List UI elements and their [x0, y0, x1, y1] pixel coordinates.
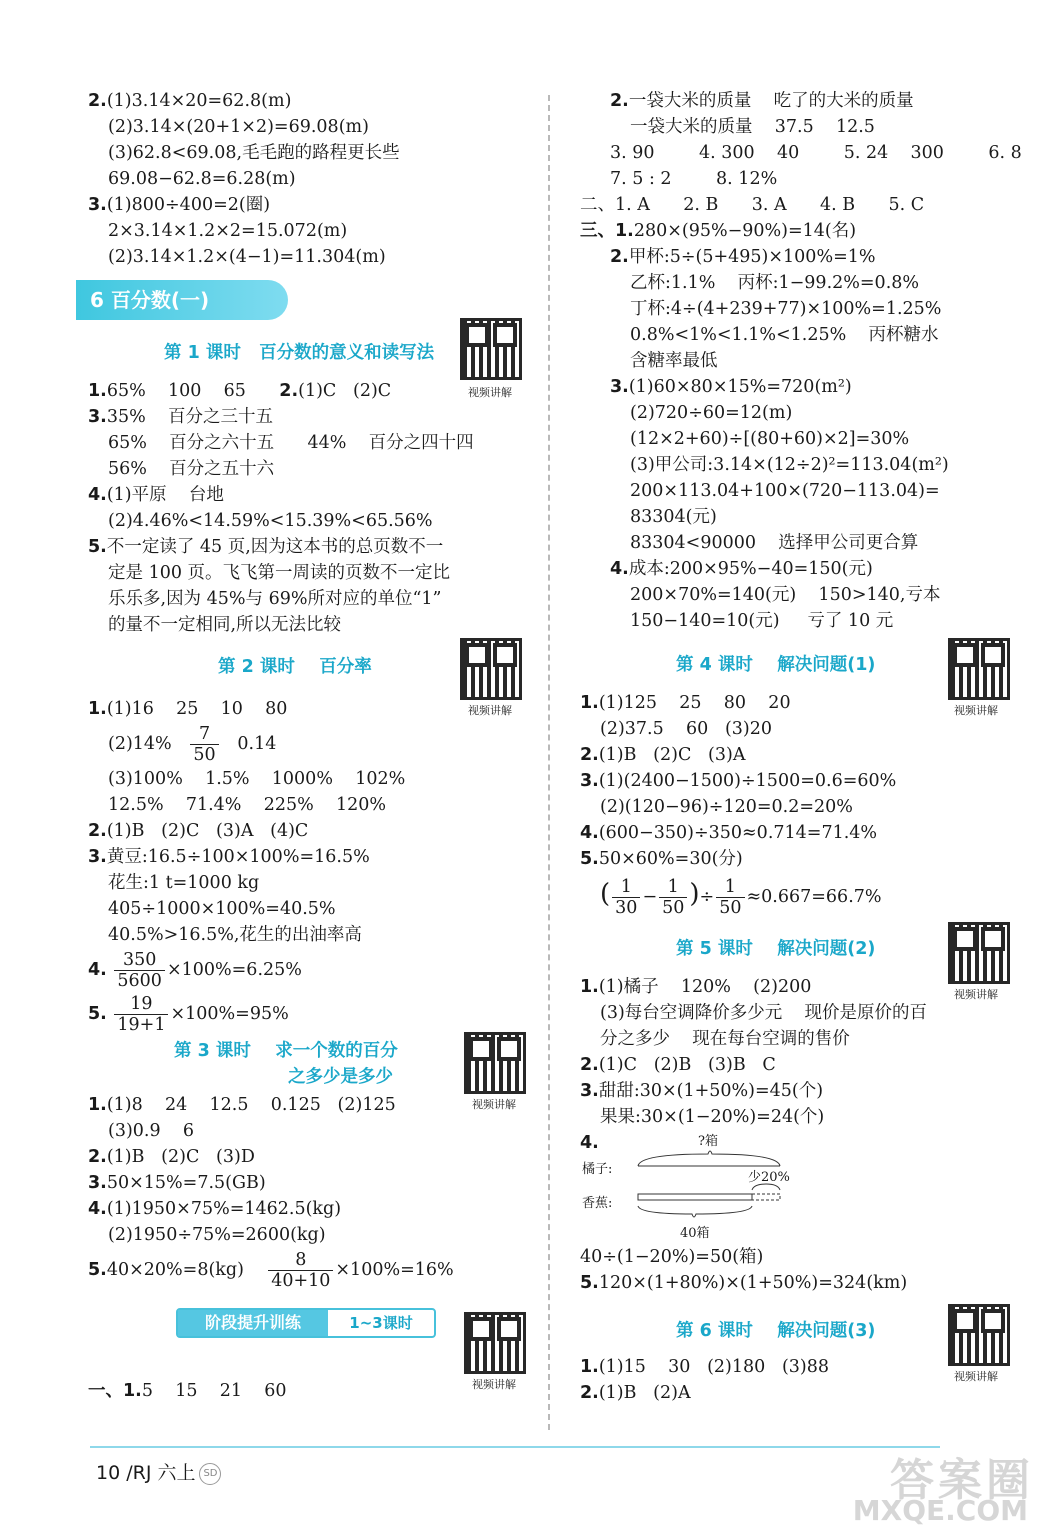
answer-line: 5.40×20%=8(kg) $\frac{8}{40+10}$ ×100%=16% [88, 1250, 454, 1291]
answer-line: 3.50×15%=7.5(GB) [88, 1173, 266, 1193]
answer-line: 83304<90000 选择甲公司更合算 [630, 533, 919, 553]
watermark-url: MXQE.COM [852, 1494, 1028, 1527]
answer-line: 1.(1)橘子 120% (2)200 [580, 977, 812, 997]
answer-line: 5. $\frac{19}{19+1}$ ×100%=95% [88, 994, 289, 1035]
publisher-badge: SD [199, 1463, 221, 1485]
answer-line: 2.(1)B (2)C (3)A (4)C [88, 821, 309, 841]
answer-line: 3. 90 4. 300 40 5. 24 300 6. 8 [610, 143, 1022, 163]
lesson-title: 之多少是多少 [288, 1067, 393, 1087]
diagram-label: 橘子: [582, 1162, 613, 1177]
fraction: $\frac{1}{50}$ [659, 877, 687, 918]
answer-line: 一袋大米的质量 37.5 12.5 [630, 117, 875, 137]
diagram-label: 香蕉: [582, 1196, 613, 1211]
page-number: 10 /RJ 六上 SD [96, 1458, 221, 1485]
stage-range: 1~3课时 [349, 1314, 413, 1332]
answer-line: 2.(1)B (2)A [580, 1383, 691, 1403]
answer-line: 花生:1 t=1000 kg [108, 873, 260, 893]
lesson-title: 第 6 课时 解决问题(3) [676, 1321, 876, 1341]
answer-line: (2)1950÷75%=2600(kg) [108, 1225, 326, 1245]
answer-line: 40÷(1−20%)=50(箱) [580, 1247, 764, 1267]
qr-caption: 视频讲解 [468, 386, 512, 399]
answer-line: 5.50×60%=30(分) [580, 849, 743, 869]
answer-line: 4.(1)平原 台地 [88, 485, 224, 505]
answer-line: 2.(1)C (2)B (3)B C [580, 1055, 776, 1075]
answer-line: 的量不一定相同,所以无法比较 [108, 615, 342, 635]
answer-line: 3.(1)800÷400=2(圈) [88, 195, 271, 215]
answer-line: 150−140=10(元) 亏了 10 元 [630, 611, 894, 631]
answer-line: (3)100% 1.5% 1000% 102% [108, 769, 406, 789]
right-column [580, 88, 1020, 1406]
fraction: $\frac{1}{30}$ [612, 877, 640, 918]
fraction: $\frac{7}{50}$ [190, 724, 218, 765]
qr-code-icon[interactable] [460, 318, 522, 380]
stage-title: 阶段提升训练 [178, 1310, 328, 1336]
footer-rule [90, 1446, 940, 1448]
answer-line: (12×2+60)÷[(80+60)×2]=30% [630, 429, 910, 449]
answer-line: 2.(1)B (2)C (3)D [88, 1147, 255, 1167]
answer-line: 2.甲杯:5÷(5+495)×100%=1% [610, 247, 876, 267]
answer-line: (2)720÷60=12(m) [630, 403, 793, 423]
answer-line: 3.黄豆:16.5÷100×100%=16.5% [88, 847, 370, 867]
diagram-label: ?箱 [698, 1134, 718, 1149]
answer-line: 一、1.5 15 21 60 [88, 1381, 287, 1401]
answer-line: 4. [580, 1133, 599, 1153]
answer-line: 4.成本:200×95%−40=150(元) [610, 559, 873, 579]
answer-line: 5.不一定读了 45 页,因为这本书的总页数不一 [88, 537, 444, 557]
answer-line: 2.一袋大米的质量 吃了的大米的质量 [610, 91, 914, 111]
answer-line: 4. $\frac{350}{5600}$ ×100%=6.25% [88, 950, 302, 991]
fraction: $\frac{8}{40+10}$ [268, 1250, 333, 1291]
answer-line: (2)4.46%<14.59%<15.39%<65.56% [108, 511, 433, 531]
answer-line: 2.(1)3.14×20=62.8(m) [88, 91, 292, 111]
lesson-title: 第 2 课时 百分率 [218, 657, 372, 677]
watermark [832, 1448, 1042, 1532]
answer-line: 200×113.04+100×(720−113.04)= [630, 481, 940, 501]
answer-line: 乐乐多,因为 45%与 69%所对应的单位“1” [108, 589, 442, 609]
lesson-title: 第 4 课时 解决问题(1) [676, 655, 876, 675]
answer-line: (2)(120−96)÷120=0.2=20% [600, 797, 853, 817]
answer-line: 2.(1)B (2)C (3)A [580, 745, 746, 765]
qr-caption: 视频讲解 [472, 1098, 516, 1111]
answer-line: 1.(1)15 30 (2)180 (3)88 [580, 1357, 830, 1377]
answer-line: 定是 100 页。飞飞第一周读的页数不一定比 [108, 563, 451, 583]
answer-line: 40.5%>16.5%,花生的出油率高 [108, 925, 362, 945]
answer-line: 1.(1)16 25 10 80 [88, 699, 288, 719]
answer-line: 1.(1)8 24 12.5 0.125 (2)125 [88, 1095, 396, 1115]
answer-line: 2×3.14×1.2×2=15.072(m) [108, 221, 348, 241]
answer-line: 丁杯:4÷(4+239+77)×100%=1.25% [630, 299, 942, 319]
answer-line: (2)37.5 60 (3)20 [600, 719, 773, 739]
answer-line: 3.(1)60×80×15%=720(m²) [610, 377, 852, 397]
answer-line: 83304(元) [630, 507, 717, 527]
answer-line: (3)每台空调降价多少元 现价是原价的百 [600, 1003, 928, 1023]
fraction: $\frac{350}{5600}$ [114, 950, 165, 991]
section-banner: 6 百分数(一) [76, 280, 288, 320]
answer-line: 1.(1)125 25 80 20 [580, 693, 791, 713]
fraction: $\frac{1}{50}$ [716, 877, 744, 918]
answer-line: 二、1. A 2. B 3. A 4. B 5. C [580, 195, 925, 215]
answer-line: 0.8%<1%<1.1%<1.25% 丙杯糖水 [630, 325, 939, 345]
answer-line: 56% 百分之五十六 [108, 459, 275, 479]
answer-line: 三、1.280×(95%−90%)=14(名) [580, 221, 857, 241]
diagram-label: 40箱 [680, 1226, 710, 1241]
lesson-title: 第 5 课时 解决问题(2) [676, 939, 876, 959]
answer-line: 3.甜甜:30×(1+50%)=45(个) [580, 1081, 824, 1101]
answer-line: 405÷1000×100%=40.5% [108, 899, 336, 919]
answer-line: 7. 5 : 2 8. 12% [610, 169, 778, 189]
answer-line: (2)3.14×(20+1×2)=69.08(m) [108, 117, 369, 137]
qr-caption: 视频讲解 [472, 1378, 516, 1391]
answer-line: (2)3.14×1.2×(4−1)=11.304(m) [108, 247, 386, 267]
qr-code-icon[interactable] [464, 1312, 526, 1374]
answer-line: (3)62.8<69.08,毛毛跑的路程更长些 [108, 143, 400, 163]
watermark-text: 答案圈 [890, 1455, 1034, 1506]
qr-caption: 视频讲解 [954, 1370, 998, 1383]
answer-line: 含糖率最低 [630, 351, 718, 371]
lesson-title: 第 3 课时 求一个数的百分 [174, 1041, 398, 1061]
qr-caption: 视频讲解 [468, 704, 512, 717]
answer-line: 乙杯:1.1% 丙杯:1−99.2%=0.8% [630, 273, 920, 293]
answer-line: ( $\frac{1}{30}$ − $\frac{1}{50}$ )÷ $\frac{1}{50}$ ≈0.667=66.7% [600, 877, 882, 918]
column-divider [548, 95, 550, 1430]
answer-line: 4.(1)1950×75%=1462.5(kg) [88, 1199, 342, 1219]
qr-code-icon[interactable] [464, 1032, 526, 1094]
answer-line: 3.(1)(2400−1500)÷1500=0.6=60% [580, 771, 897, 791]
answer-line: 1.65% 100 65 2.(1)C (2)C [88, 381, 392, 401]
answer-line: 65% 百分之六十五 44% 百分之四十四 [108, 433, 474, 453]
answer-line: 12.5% 71.4% 225% 120% [108, 795, 387, 815]
answer-line: 果果:30×(1−20%)=24(个) [600, 1107, 825, 1127]
answer-line: 200×70%=140(元) 150>140,亏本 [630, 585, 941, 605]
left-column [88, 88, 536, 1404]
answer-line: 分之多少 现在每台空调的售价 [600, 1029, 850, 1049]
answer-line: 3.35% 百分之三十五 [88, 407, 273, 427]
answer-line: 5.120×(1+80%)×(1+50%)=324(km) [580, 1273, 908, 1293]
qr-code-icon[interactable] [460, 638, 522, 700]
fraction: $\frac{19}{19+1}$ [114, 994, 168, 1035]
answer-line: (3)甲公司:3.14×(12÷2)²=113.04(m²) [630, 455, 949, 475]
answer-line: (2)14% $\frac{7}{50}$ 0.14 [108, 724, 277, 765]
qr-caption: 视频讲解 [954, 704, 998, 717]
answer-line: 69.08−62.8=6.28(m) [108, 169, 296, 189]
diagram-label: 少20% [748, 1170, 790, 1185]
stage-badge [176, 1308, 436, 1338]
qr-caption: 视频讲解 [954, 988, 998, 1001]
lesson-title: 第 1 课时 百分数的意义和读写法 [164, 343, 435, 363]
answer-line: 4.(600−350)÷350≈0.714=71.4% [580, 823, 878, 843]
answer-line: (3)0.9 6 [108, 1121, 195, 1141]
